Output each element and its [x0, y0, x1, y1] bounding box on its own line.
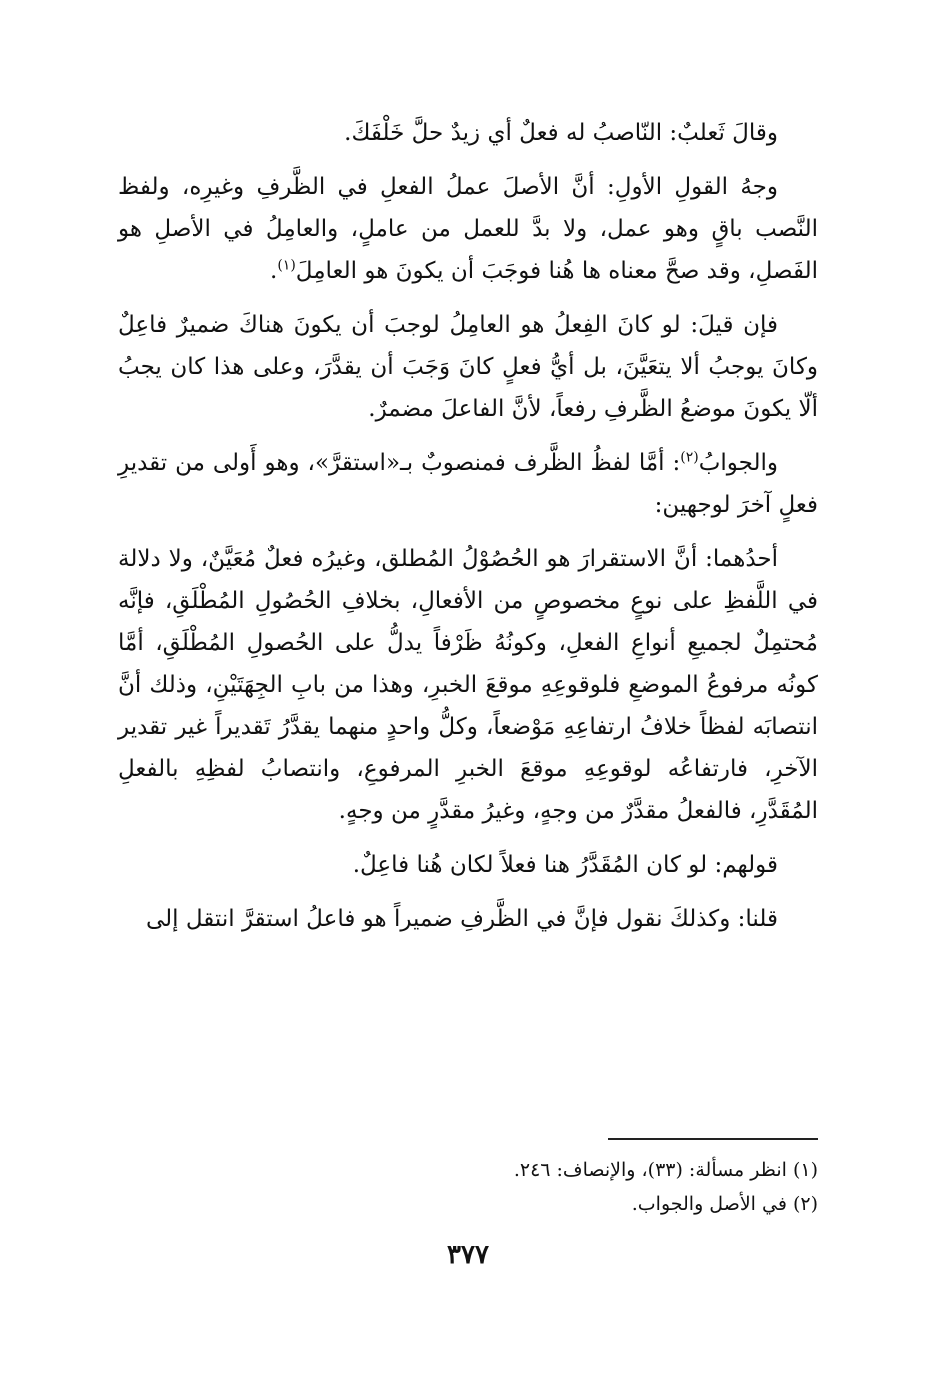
- paragraph-tail: : أمَّا لفظُ الظَّرف فمنصوبٌ بـ«استقرَّ»، وهو أَولى من تقديرِ فعلٍ آخرَ لوجهين:: [118, 450, 818, 518]
- paragraph-thalab: [118, 112, 818, 154]
- footnotes: [118, 1153, 818, 1221]
- paragraph-text: أحدُهما: أنَّ الاستقرارَ هو الحُصُوْلُ المُطلق، وغيرُه فعلٌ مُعَيَّنٌ، ولا دلالة في اللَّفظِ على نوعٍ مخصوصٍ من الأفعالِ، بخلافِ الحُصُولِ المُطْلَقِ، فإنَّه مُحتمِلٌ لجميعِ أنواعِ الفعلِ، وكونُهُ ظَرْفاً يدلُّ على الحُصولِ المُطْلَقِ، أمَّا كونُه مرفوعُ الموضعِ فلوقوعِهِ موقعَ الخبرِ، وهذا من بابِ الجِهَتَيْنِ، وذلك أنَّ انتصابَه لفظاً خلافُ ارتفاعِهِ مَوْضعاً، وكلُّ واحدٍ منهما يقدَّرُ تَقديراً غير تقدير الآخرِ، فارتفاعُه لوقوعِهِ موقعَ الخبرِ المرفوعِ، وانتصابُ لفظِهِ بالفعلِ المُقَدَّرِ، فالفعلُ مقدَّرٌ من وجهٍ، وغيرُ مقدَّرٍ من وجهٍ.: [118, 546, 818, 824]
- paragraph-we-said: [118, 898, 818, 940]
- paragraph-text: فإن قيلَ: لو كانَ الفِعلُ هو العامِلُ لوجبَ أن يكونَ هناكَ ضميرٌ فاعِلٌ وكانَ يوجبُ ألا يتعَيَّنَ، بل أيُّ فعلٍ كانَ وَجَبَ أن يقدَّرَ، وعلى هذا كان يجبُ ألّا يكونَ موضعُ الظَّرفِ رفعاً، لأنَّ الفاعلَ مضمرٌ.: [118, 312, 818, 422]
- paragraph-their-saying: [118, 844, 818, 886]
- paragraph-first-opinion: [118, 166, 818, 292]
- footnote-1: (١) انظر مسألة: (٣٣)، والإنصاف: ٢٤٦.: [513, 1159, 818, 1181]
- footnote-divider: [608, 1138, 818, 1140]
- paragraph-objection: [118, 304, 818, 430]
- paragraph-answer: [118, 442, 818, 526]
- paragraph-text: وجهُ القولِ الأولِ: أنَّ الأصلَ عملُ الفعلِ في الظَّرفِ وغيرِه، ولفظ النَّصب باقٍ وهو عمل، ولا بدَّ للعمل من عاملٍ، والعامِلُ في الأصلِ هو الفَصلِ، وقد صحَّ معناه ها هُنا فوجَبَ أن يكونَ هو العامِلَ: [118, 174, 818, 284]
- footnote-2: (٢) في الأصل والجواب.: [631, 1193, 818, 1215]
- page-number: ٣٧٧: [447, 1240, 489, 1270]
- paragraph-first-reason: [118, 538, 818, 832]
- paragraph-text: قلنا: وكذلكَ نقول فإنَّ في الظَّرفِ ضميراً هو فاعلُ استقرَّ انتقل إلى: [145, 906, 778, 932]
- paragraph-tail: .: [270, 258, 278, 284]
- footnote-ref-2[interactable]: (٢): [680, 449, 699, 466]
- paragraph-text: قولهم: لو كان المُقَدَّرُ هنا فعلاً لكان هُنا فاعِلٌ.: [352, 852, 778, 878]
- footnote-ref-1[interactable]: (١): [277, 257, 296, 274]
- paragraph-text: والجوابُ: [698, 450, 778, 476]
- paragraph-text: وقالَ ثَعلبٌ: النّاصبُ له فعلٌ أي زيدٌ حلَّ خَلْفَكَ.: [344, 120, 778, 146]
